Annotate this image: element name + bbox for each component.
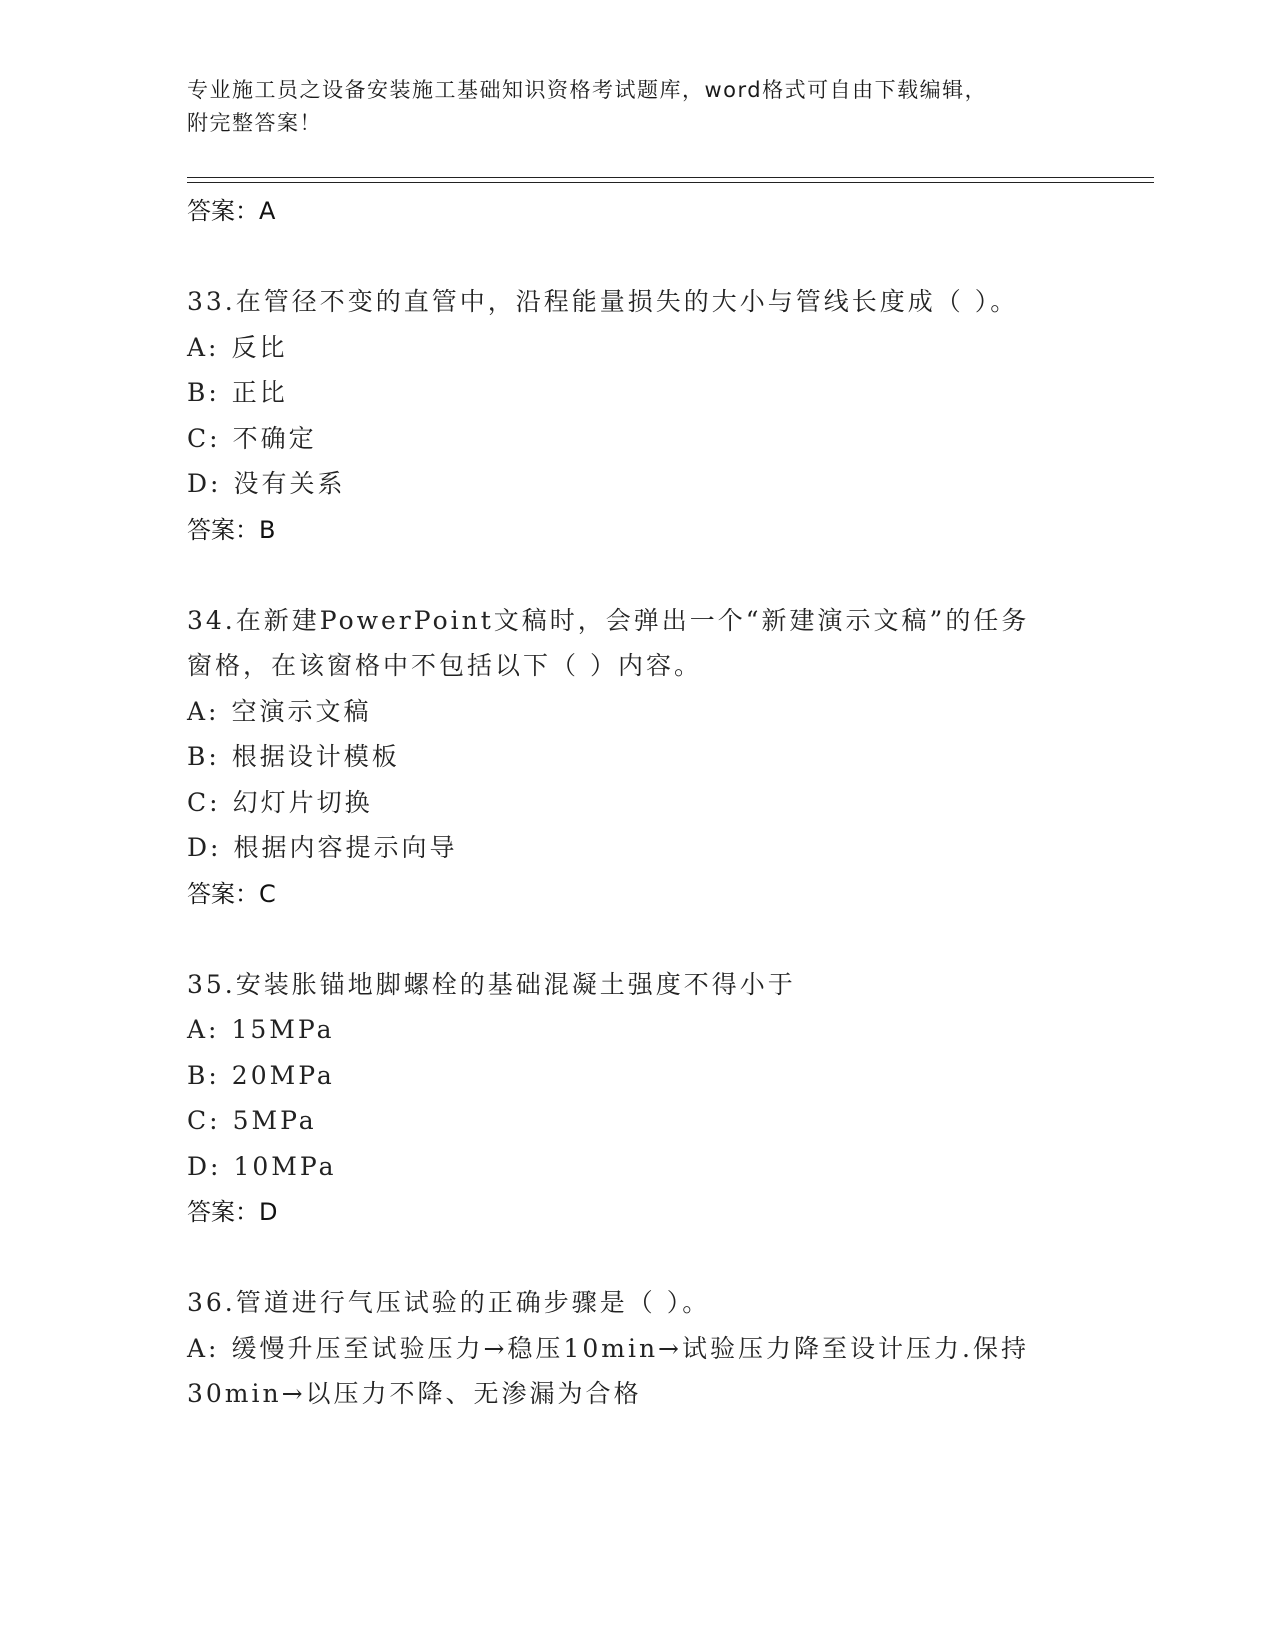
- question-list: [187, 188, 1147, 1417]
- question-36: [187, 1280, 1147, 1417]
- option-text: 没有关系: [233, 469, 346, 498]
- answer-line: 答案：B: [187, 515, 276, 544]
- question-35: [187, 962, 1147, 1236]
- option-letter: C:: [187, 787, 221, 817]
- answer-line: 答案：A: [187, 197, 276, 225]
- option-text: 15MPa: [231, 1015, 335, 1044]
- option-d: [187, 825, 1147, 871]
- answer-line: 答案：D: [187, 1198, 278, 1226]
- option-c: [187, 780, 1147, 826]
- option-letter: A:: [187, 1015, 220, 1044]
- option-letter: A:: [187, 332, 220, 362]
- option-letter: D:: [187, 833, 222, 862]
- option-c: [187, 416, 1147, 462]
- option-text: 幻灯片切换: [232, 787, 373, 817]
- question-text: 34.在新建PowerPoint文稿时，会弹出一个“新建演示文稿”的任务: [187, 605, 1030, 635]
- question-text: 33.在管径不变的直管中，沿程能量损失的大小与管线长度成（ ）。: [187, 287, 1019, 316]
- option-text: 反比: [231, 332, 288, 362]
- header-divider-bottom: [187, 182, 1154, 183]
- option-text: 正比: [231, 378, 288, 407]
- header-line-2: 附完整答案！: [187, 111, 322, 135]
- answer-line: 答案：C: [187, 879, 276, 908]
- question-text: 36.管道进行气压试验的正确步骤是（ ）。: [187, 1288, 711, 1317]
- option-c: [187, 1098, 1147, 1144]
- option-text: 空演示文稿: [231, 696, 372, 726]
- option-letter: C:: [187, 1106, 221, 1135]
- option-letter: B:: [187, 742, 220, 771]
- option-b: [187, 734, 1147, 780]
- option-text: 缓慢升压至试验压力→稳压10min→试验压力降至设计压力.保持: [231, 1333, 1029, 1363]
- option-letter: C:: [187, 423, 221, 453]
- question-34: [187, 598, 1147, 917]
- document-header: [187, 74, 1067, 140]
- option-letter: B:: [187, 1060, 220, 1090]
- question-text-continuation: 窗格，在该窗格中不包括以下（ ）内容。: [187, 651, 702, 680]
- question-text: 35.安装胀锚地脚螺栓的基础混凝土强度不得小于: [187, 969, 796, 999]
- header-divider-top: [187, 177, 1154, 178]
- option-b: [187, 1053, 1147, 1099]
- option-d: [187, 1144, 1147, 1190]
- option-d: [187, 461, 1147, 507]
- option-letter: A:: [187, 696, 220, 726]
- option-b: [187, 370, 1147, 416]
- option-text: 根据设计模板: [231, 742, 400, 771]
- option-letter: B:: [187, 378, 220, 407]
- option-a: [187, 1007, 1147, 1053]
- option-a: [187, 1326, 1147, 1372]
- option-a: [187, 689, 1147, 735]
- option-letter: A:: [187, 1333, 220, 1363]
- option-a-continuation: 30min→以压力不降、无渗漏为合格: [187, 1379, 642, 1408]
- option-letter: D:: [187, 469, 222, 498]
- option-text: 10MPa: [233, 1151, 337, 1181]
- option-text: 5MPa: [232, 1106, 317, 1135]
- header-line-1: 专业施工员之设备安装施工基础知识资格考试题库，word格式可自由下载编辑，: [187, 78, 988, 102]
- option-letter: D:: [187, 1151, 222, 1181]
- option-text: 根据内容提示向导: [233, 833, 458, 862]
- option-a: [187, 325, 1147, 371]
- question-33: [187, 279, 1147, 553]
- option-text: 20MPa: [231, 1060, 335, 1090]
- option-text: 不确定: [232, 423, 317, 453]
